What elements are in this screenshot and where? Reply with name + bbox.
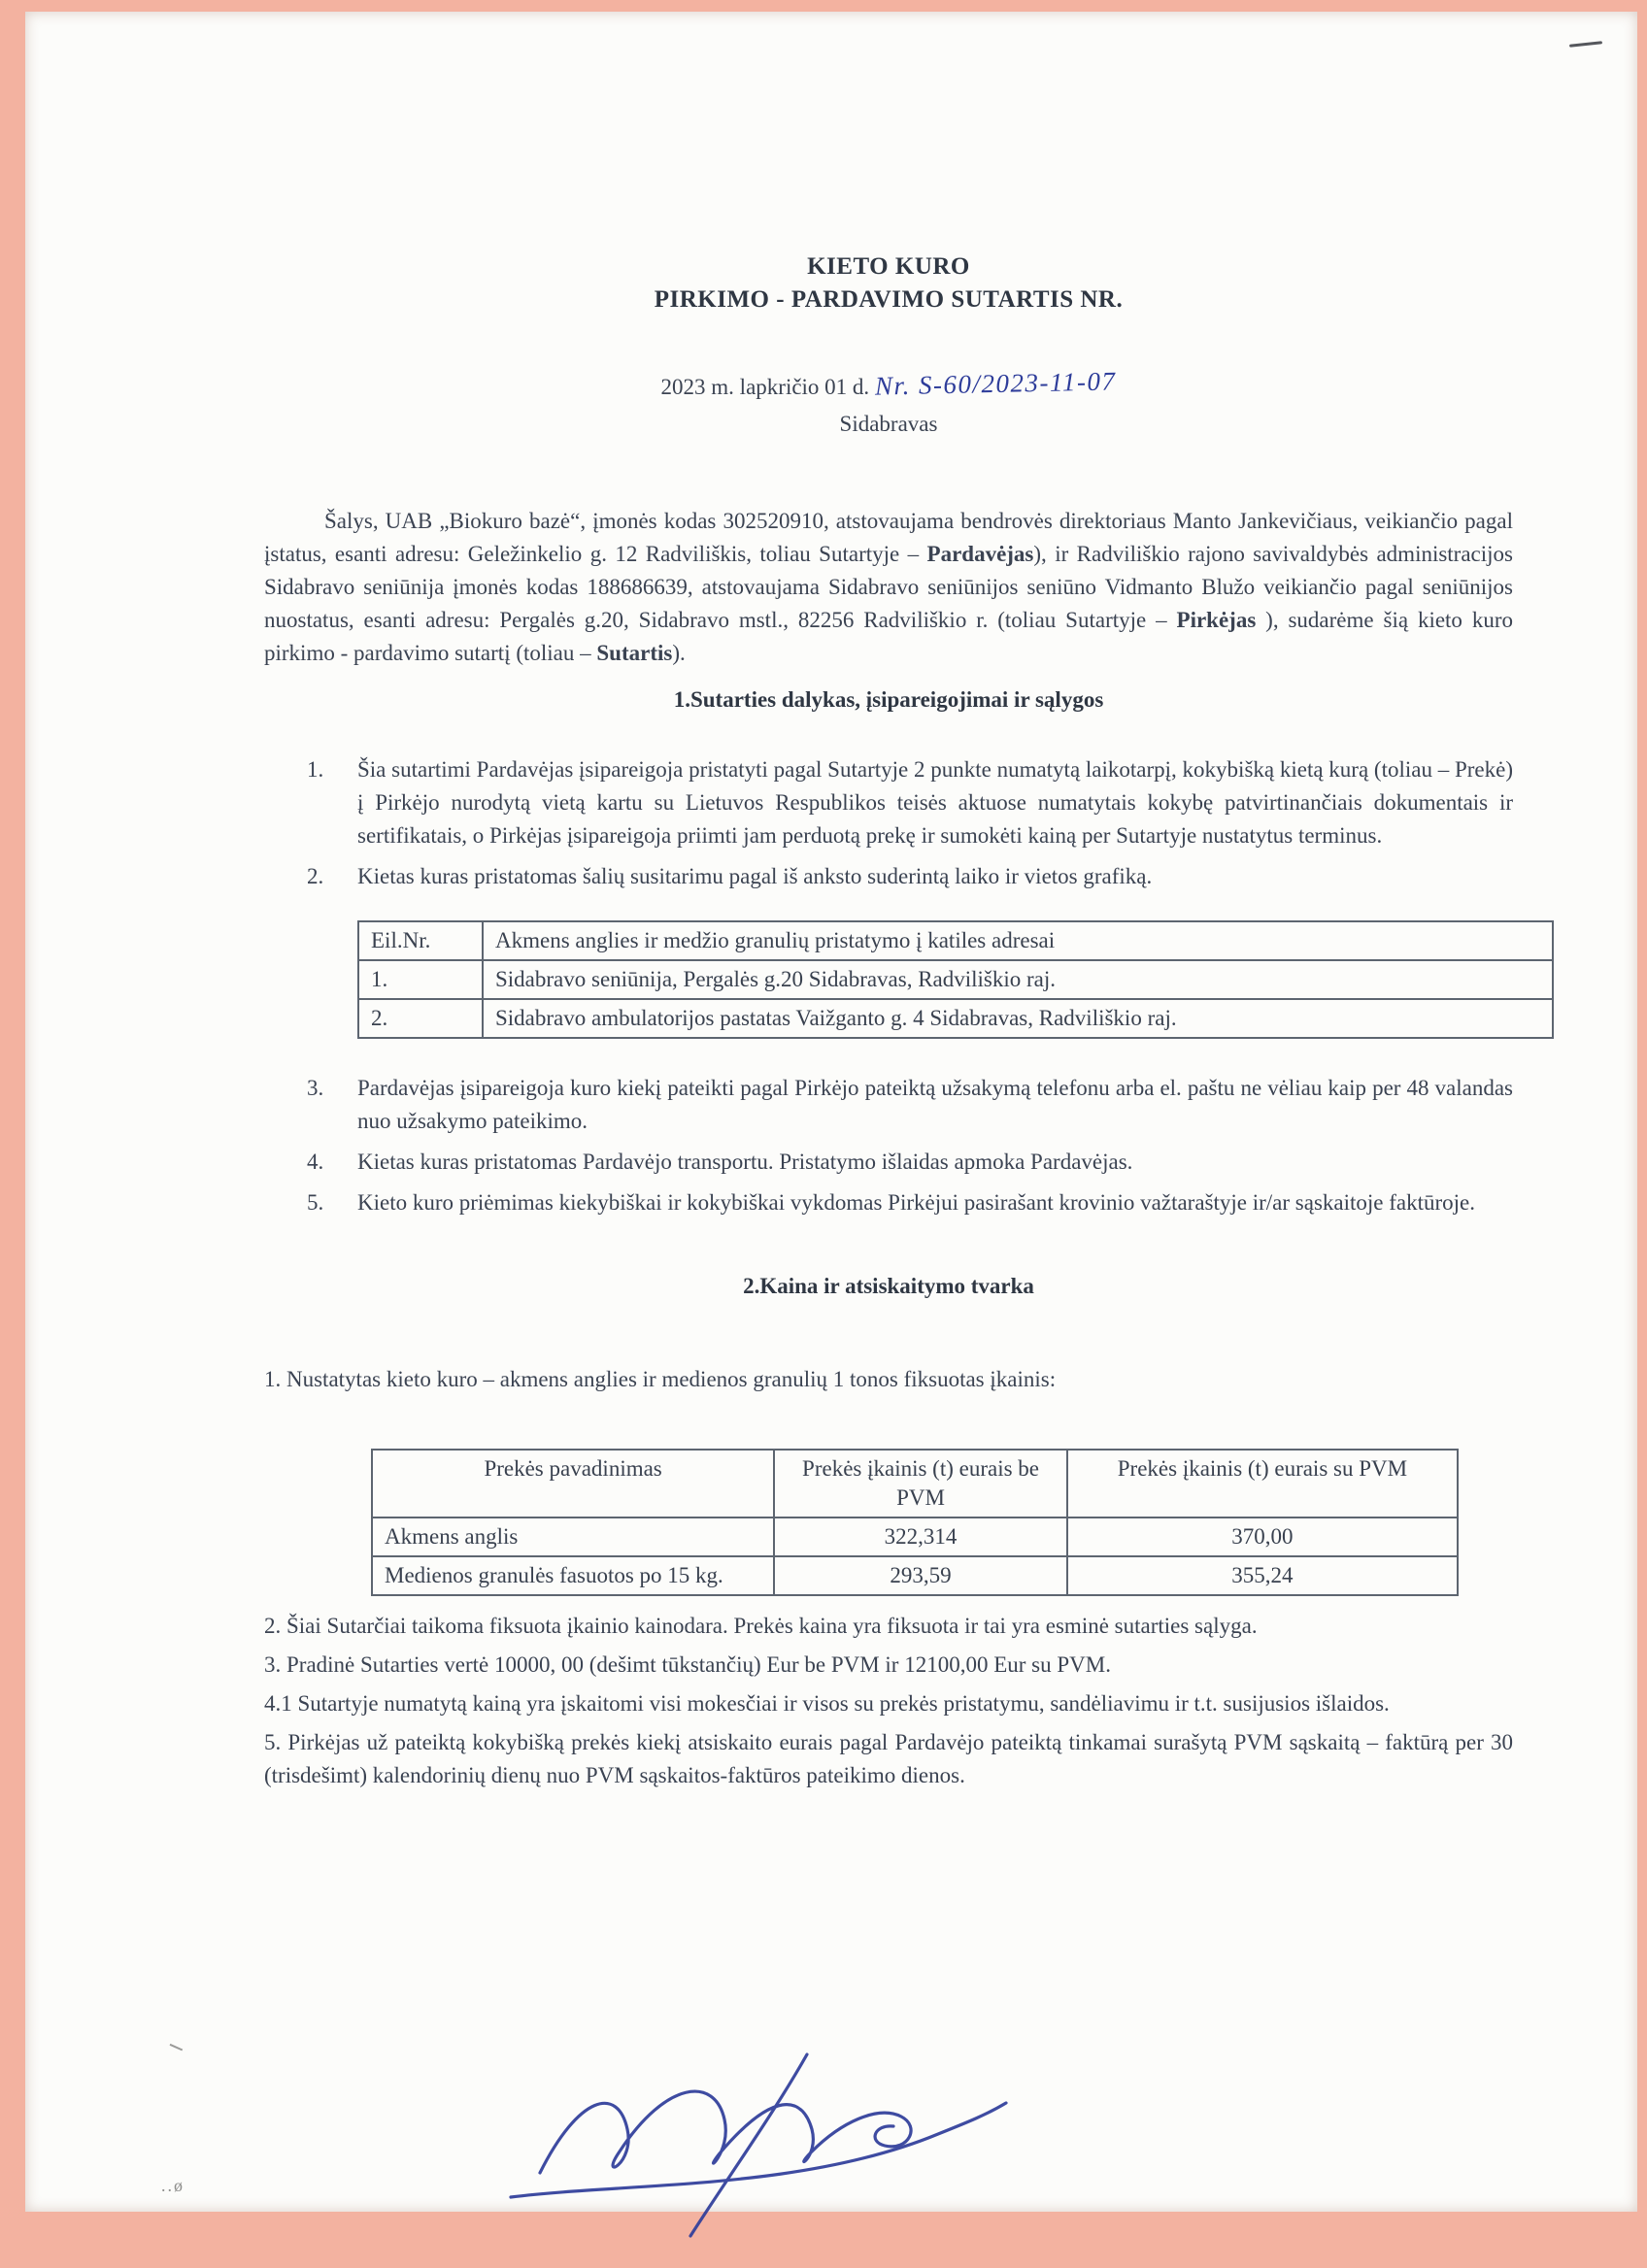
table-header-cell: Prekės įkainis (t) eurais su PVM	[1067, 1450, 1458, 1518]
pricing-clause-2: 2. Šiai Sutarčiai taikoma fiksuota įkainio kainodara. Prekės kaina yra fiksuota ir tai yra esminė sutarties sąlyga.	[264, 1614, 1258, 1638]
price-table	[371, 1449, 1459, 1596]
document-content	[25, 12, 1637, 1792]
table-header-cell: Prekės pavadinimas	[372, 1450, 774, 1518]
table-cell: Sidabravo ambulatorijos pastatas Vaižganto g. 4 Sidabravas, Radviliškio raj.	[483, 999, 1553, 1038]
table-row	[372, 1518, 1458, 1556]
table-cell: Medienos granulės fasuotos po 15 kg.	[372, 1556, 774, 1595]
list-item	[264, 1072, 1513, 1138]
pencil-mark	[170, 2037, 186, 2051]
table-cell: 1.	[358, 960, 483, 999]
table-cell: 370,00	[1067, 1518, 1458, 1556]
pricing-clause-5: 5. Pirkėjas už pateiktą kokybišką prekės kiekį atsiskaito eurais pagal Pardavėjo pateiktą tinkamai surašytą PVM sąskaitą – faktūrą per 30 (trisdešimt) kalendorinių dienų nuo PVM sąskaitos-faktūros pateikimo dienos.	[264, 1730, 1513, 1787]
signature	[482, 2037, 1064, 2241]
signature-ink	[482, 2037, 1064, 2241]
list-item	[264, 753, 1513, 852]
contract-number-handwritten: Nr. S-60/2023-11-07	[874, 366, 1117, 401]
date-line	[264, 366, 1513, 404]
list-item-text: Kietas kuras pristatomas Pardavėjo transportu. Pristatymo išlaidas apmoka Pardavėjas.	[357, 1150, 1133, 1174]
table-header-cell: Eil.Nr.	[358, 921, 483, 960]
list-item-number: 2.	[307, 864, 324, 888]
intro-paragraph	[264, 505, 1513, 670]
pricing-clause-3: 3. Pradinė Sutarties vertė 10000, 00 (dešimt tūkstančių) Eur be PVM ir 12100,00 Eur su PVM.	[264, 1652, 1111, 1677]
table-cell: 355,24	[1067, 1556, 1458, 1595]
section2-heading: 2.Kaina ir atsiskaitymo tvarka	[743, 1274, 1034, 1298]
intro-text-2: ), ir Radviliškio rajono savivaldybės administracijos Sidabravo seniūnija įmonės kodas 188686639, atstovaujama Sidabravo seniūnijos seniūno Vidmanto Blužo veikiančio pagal seniūnijos nuostatus, esanti adresu: Pergalės g.20, Sidabravo mstl., 82256 Radviliškio r. (toliau Sutartyje –	[264, 542, 1513, 632]
table-header-row	[372, 1450, 1458, 1518]
place-name: Sidabravas	[839, 412, 938, 436]
date-printed: 2023 m. lapkričio 01 d.	[660, 375, 875, 399]
table-cell: 2.	[358, 999, 483, 1038]
table-cell: Akmens anglis	[372, 1518, 774, 1556]
pencil-mark: ..ø	[161, 2176, 185, 2195]
list-item-number: 3.	[307, 1076, 324, 1100]
intro-term-contract: Sutartis	[596, 641, 673, 665]
list-item	[264, 860, 1513, 893]
section1-heading: 1.Sutarties dalykas, įsipareigojimai ir sąlygos	[673, 687, 1104, 712]
intro-text-1: Šalys, UAB „Biokuro bazė“, įmonės kodas 302520910, atstovaujama bendrovės direktoriaus Manto Jankevičiaus, veikiančio pagal įstatus, esanti adresu: Geležinkelio g. 12 Radviliškis, toliau Sutartyje –	[264, 509, 1513, 566]
table-cell: Sidabravo seniūnija, Pergalės g.20 Sidabravas, Radviliškio raj.	[483, 960, 1553, 999]
pricing-clause-4: 4.1 Sutartyje numatytą kainą yra įskaitomi visi mokesčiai ir visos su prekės pristatymu, sandėliavimu ir t.t. susijusios išlaidos.	[264, 1691, 1390, 1716]
list-item-number: 4.	[307, 1150, 324, 1174]
table-cell: 322,314	[774, 1518, 1067, 1556]
list-item-text: Pardavėjas įsipareigoja kuro kiekį pateikti pagal Pirkėjo pateiktą užsakymą telefonu arba el. paštu ne vėliau kaip per 48 valandas nuo užsakymo pateikimo.	[357, 1076, 1513, 1133]
table-row	[358, 999, 1553, 1038]
table-row	[358, 960, 1553, 999]
intro-term-seller: Pardavėjas	[926, 542, 1034, 566]
list-item	[264, 1186, 1513, 1219]
price-intro-paragraph: 1. Nustatytas kieto kuro – akmens anglies ir medienos granulių 1 tonos fiksuotas įkainis:	[264, 1367, 1057, 1391]
list-item-number: 1.	[307, 757, 324, 782]
document-page	[25, 12, 1637, 2212]
table-cell: 293,59	[774, 1556, 1067, 1595]
intro-text-4: ).	[672, 641, 686, 665]
table-header-cell: Prekės įkainis (t) eurais be PVM	[774, 1450, 1067, 1518]
document-title-line2: PIRKIMO - PARDAVIMO SUTARTIS NR.	[654, 286, 1124, 313]
table-row	[372, 1556, 1458, 1595]
delivery-addresses-table	[357, 920, 1554, 1039]
table-header-row	[358, 921, 1553, 960]
list-item	[264, 1146, 1513, 1179]
intro-text-3: ), sudarėme šią kieto kuro pirkimo - pardavimo sutartį (toliau –	[264, 608, 1513, 665]
list-item-text: Kieto kuro priėmimas kiekybiškai ir kokybiškai vykdomas Pirkėjui pasirašant krovinio važtaraštyje ir/ar sąskaitoje faktūroje.	[357, 1190, 1475, 1215]
list-item-number: 5.	[307, 1190, 324, 1215]
intro-term-buyer: Pirkėjas	[1176, 608, 1257, 632]
list-item-text: Šia sutartimi Pardavėjas įsipareigoja pristatyti pagal Sutartyje 2 punkte numatytą laikotarpį, kokybišką kietą kurą (toliau – Prekė) į Pirkėjo nurodytą vietą kartu su Lietuvos Respublikos teisės aktuose numatytais kokybę patvirtinančiais dokumentais ir sertifikatais, o Pirkėjas įsipareigoja priimti jam perduotą prekę ir sumokėti kainą per Sutartyje nustatytus terminus.	[357, 757, 1513, 848]
document-title-line1: KIETO KURO	[807, 253, 970, 280]
table-header-cell: Akmens anglies ir medžio granulių pristatymo į katiles adresai	[483, 921, 1553, 960]
list-item-text: Kietas kuras pristatomas šalių susitarimu pagal iš anksto suderintą laiko ir vietos grafiką.	[357, 864, 1153, 888]
